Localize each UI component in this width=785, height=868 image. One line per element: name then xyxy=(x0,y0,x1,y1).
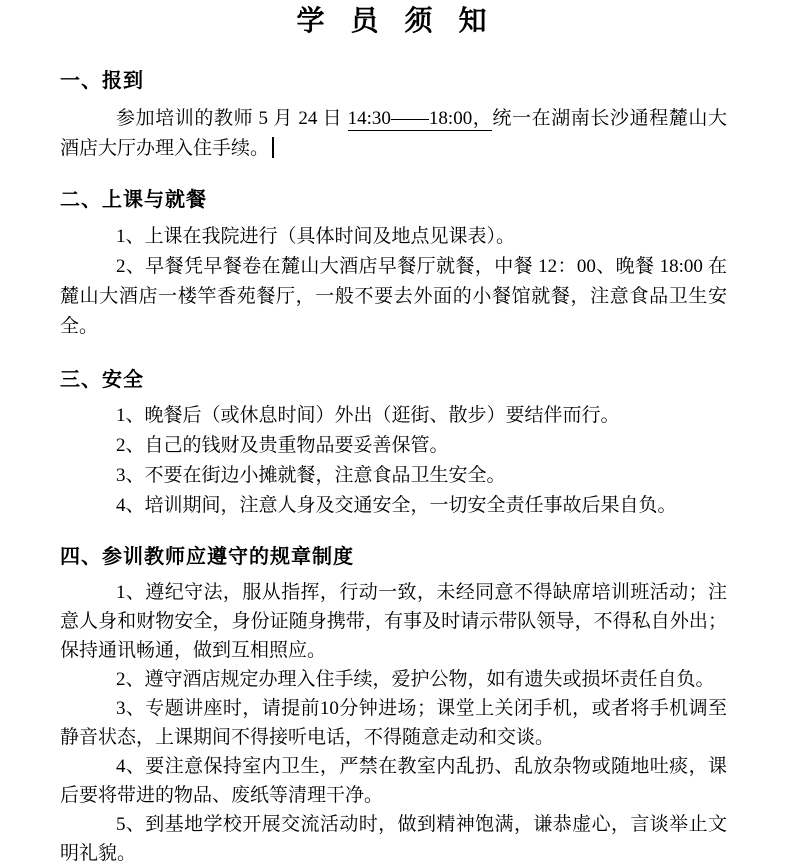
list-item: 2、自己的钱财及贵重物品要妥善保管。 xyxy=(116,435,449,456)
list-item: 3、不要在街边小摊就餐，注意食品卫生安全。 xyxy=(116,465,506,486)
section-3-body xyxy=(60,401,727,521)
list-item: 4、要注意保持室内卫生，严禁在教室内乱扔、乱放杂物或随地吐痰，课后要将带进的物品、废纸等清理干净。 xyxy=(60,756,727,806)
text-caret xyxy=(272,137,274,158)
section-1-body xyxy=(60,104,727,164)
report-text-before: 参加培训的教师 5 月 24 日 xyxy=(116,108,348,129)
list-item: 1、晚餐后（或休息时间）外出（逛街、散步）要结伴而行。 xyxy=(116,405,620,426)
report-text-after: 统一在湖南长沙通程麓山大酒店大厅办理入住手续。 xyxy=(60,108,727,159)
list-item: 4、培训期间，注意人身及交通安全，一切安全责任事故后果自负。 xyxy=(116,495,677,516)
document-title: 学 员 须 知 xyxy=(296,6,491,37)
section-2-heading: 二、上课与就餐 xyxy=(60,189,207,211)
list-item: 5、到基地学校开展交流活动时，做到精神饱满，谦恭虚心，言谈举止文明礼貌。 xyxy=(60,814,727,864)
list-item: 1、遵纪守法，服从指挥，行动一致，未经同意不得缺席培训班活动；注意人身和财物安全，身份证随身携带，有事及时请示带队领导，不得私自外出；保持通讯畅通，做到互相照应。 xyxy=(60,582,727,661)
section-2-body xyxy=(60,222,727,342)
list-item: 2、遵守酒店规定办理入住手续，爱护公物，如有遗失或损坏责任自负。 xyxy=(116,669,715,690)
list-item: 1、上课在我院进行（具体时间及地点见课表）。 xyxy=(116,226,516,247)
section-4-body xyxy=(60,578,727,868)
section-3-heading: 三、安全 xyxy=(60,369,144,391)
checkin-time-range-underlined: 14:30——18:00， xyxy=(347,108,493,129)
list-item: 2、早餐凭早餐卷在麓山大酒店早餐厅就餐，中餐 12：00、晚餐 18:00 在麓山大酒店一楼竿香苑餐厅，一般不要去外面的小餐馆就餐，注意食品卫生安全。 xyxy=(60,256,727,337)
report-paragraph xyxy=(60,104,727,164)
section-1-heading: 一、报到 xyxy=(60,70,144,92)
list-item: 3、专题讲座时，请提前10分钟进场；课堂上关闭手机，或者将手机调至静音状态，上课期间不得接听电话，不得随意走动和交谈。 xyxy=(60,698,727,748)
section-4-heading: 四、参训教师应遵守的规章制度 xyxy=(60,546,354,568)
